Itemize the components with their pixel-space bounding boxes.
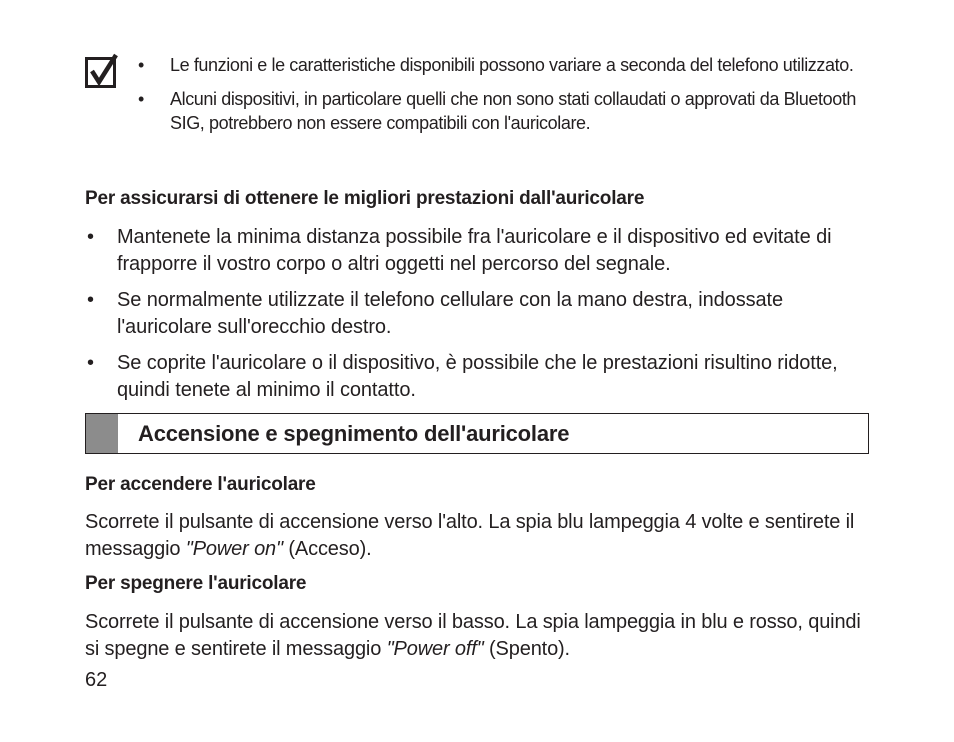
power-off-text-end: (Spento). [483, 638, 570, 660]
list-item [85, 350, 875, 404]
power-on-heading: Per accendere l'auricolare [85, 474, 316, 495]
power-on-paragraph [85, 509, 875, 563]
power-on-text: Scorrete il pulsante di accensione verso l'alto. La spia blu lampeggia 4 volte e sentirete il messaggio [85, 511, 855, 560]
list-item-text: Mantenete la minima distanza possibile fra l'auricolare e il dispositivo ed evitate di frapporre il vostro corpo o altri oggetti nel percorso del segnale. [117, 226, 832, 275]
note-item [138, 87, 878, 135]
note-list [138, 53, 878, 145]
note-item [138, 53, 878, 77]
bullet: • [87, 352, 94, 374]
note-item-text: Alcuni dispositivi, in particolare quelli che non sono stati collaudati o approvati da Bluetooth SIG, potrebbero non essere compatibili con l'auricolare. [170, 89, 857, 133]
bullet: • [138, 89, 144, 109]
power-on-text-end: (Acceso). [282, 538, 372, 560]
section-swatch [86, 414, 118, 453]
page-number: 62 [85, 669, 108, 691]
bullet: • [138, 55, 144, 75]
power-on-message: "Power on" [185, 538, 283, 560]
performance-heading: Per assicurarsi di ottenere le migliori prestazioni dall'auricolare [85, 188, 645, 209]
list-item [85, 287, 875, 341]
list-item [85, 224, 875, 278]
power-off-heading: Per spegnere l'auricolare [85, 573, 307, 594]
note-item-text: Le funzioni e le caratteristiche disponibili possono variare a seconda del telefono utilizzato. [170, 55, 854, 75]
power-off-text: Scorrete il pulsante di accensione verso il basso. La spia lampeggia in blu e rosso, quindi si spegne e sentirete il messaggio [85, 611, 861, 660]
section-title: Accensione e spegnimento dell'auricolare [138, 421, 570, 446]
bullet: • [87, 226, 94, 248]
section-header [85, 413, 869, 454]
performance-list [85, 224, 875, 413]
checkbox-note-icon [85, 53, 119, 89]
list-item-text: Se normalmente utilizzate il telefono cellulare con la mano destra, indossate l'auricolare sull'orecchio destro. [117, 289, 784, 338]
power-off-paragraph [85, 609, 875, 663]
power-off-message: "Power off" [386, 638, 484, 660]
bullet: • [87, 289, 94, 311]
list-item-text: Se coprite l'auricolare o il dispositivo, è possibile che le prestazioni risultino ridotte, quindi tenete al minimo il contatto. [117, 352, 838, 401]
